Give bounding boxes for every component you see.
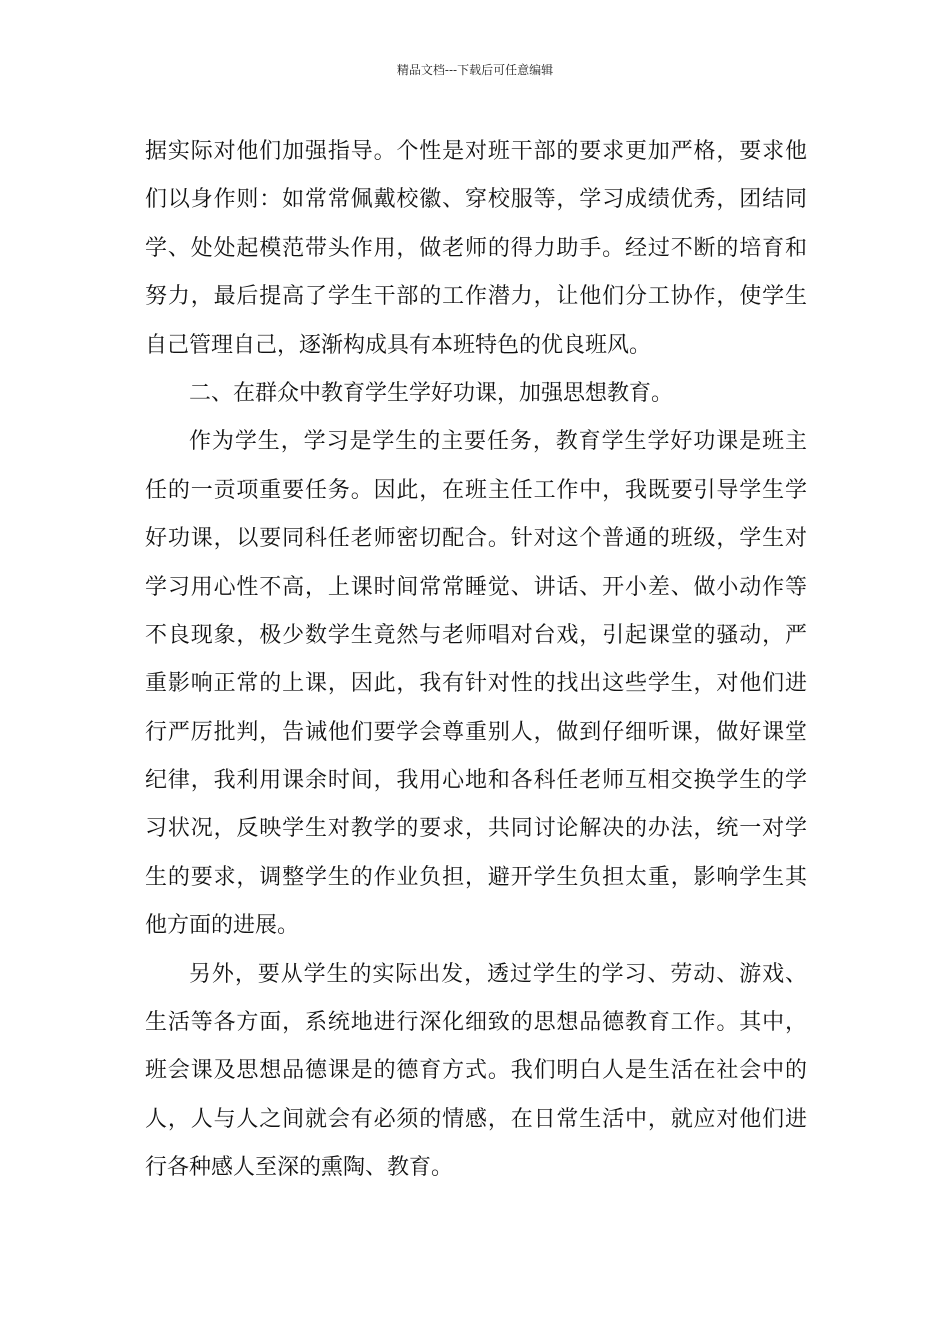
text-line: 行严厉批判，告诫他们要学会尊重别人，做到仔细听课，做好课堂 (145, 719, 807, 745)
text-line: 学、处处起模范带头作用，做老师的得力助手。经过不断的培育和 (145, 235, 807, 261)
text-line: 学习用心性不高，上课时间常常睡觉、讲话、开小差、做小动作等 (145, 574, 807, 600)
text-line: 生的要求，调整学生的作业负担，避开学生负担太重，影响学生其 (145, 864, 807, 890)
text-line: 不良现象，极少数学生竟然与老师唱对台戏，引起课堂的骚动，严 (145, 622, 807, 648)
text-line: 好功课，以要同科任老师密切配合。针对这个普通的班级，学生对 (145, 526, 807, 552)
text-line: 重影响正常的上课，因此，我有针对性的找出这些学生，对他们进 (145, 671, 807, 697)
text-line: 自己管理自己，逐渐构成具有本班特色的优良班风。 (145, 332, 652, 358)
text-line: 人，人与人之间就会有必须的情感，在日常生活中，就应对他们进 (145, 1106, 807, 1132)
text-line: 任的一贡项重要任务。因此，在班主任工作中，我既要引导学生学 (145, 477, 807, 503)
text-line: 作为学生，学习是学生的主要任务，教育学生学好功课是班主 (189, 429, 807, 455)
text-line: 习状况，反映学生对教学的要求，共同讨论解决的办法，统一对学 (145, 816, 807, 842)
text-line: 行各种感人至深的熏陶、教育。 (145, 1155, 454, 1181)
text-line: 另外，要从学生的实际出发，透过学生的学习、劳动、游戏、 (189, 961, 807, 987)
text-line: 们以身作则：如常常佩戴校徽、穿校服等，学习成绩优秀，团结同 (145, 187, 807, 213)
text-line: 努力，最后提高了学生干部的工作潜力，让他们分工协作，使学生 (145, 284, 807, 310)
text-line: 纪律，我利用课余时间，我用心地和各科任老师互相交换学生的学 (145, 768, 807, 794)
text-line: 生活等各方面，系统地进行深化细致的思想品德教育工作。其中， (145, 1010, 807, 1036)
text-line: 他方面的进展。 (145, 913, 300, 939)
text-line: 据实际对他们加强指导。个性是对班干部的要求更加严格，要求他 (145, 139, 807, 164)
body-text (145, 128, 807, 1193)
text-line: 班会课及思想品德课是的德育方式。我们明白人是生活在社会中的 (145, 1058, 807, 1084)
section-heading: 二、在群众中教育学生学好功课，加强思想教育。 (189, 380, 674, 406)
page-header: 精品文档---下载后可任意编辑 (396, 63, 554, 77)
